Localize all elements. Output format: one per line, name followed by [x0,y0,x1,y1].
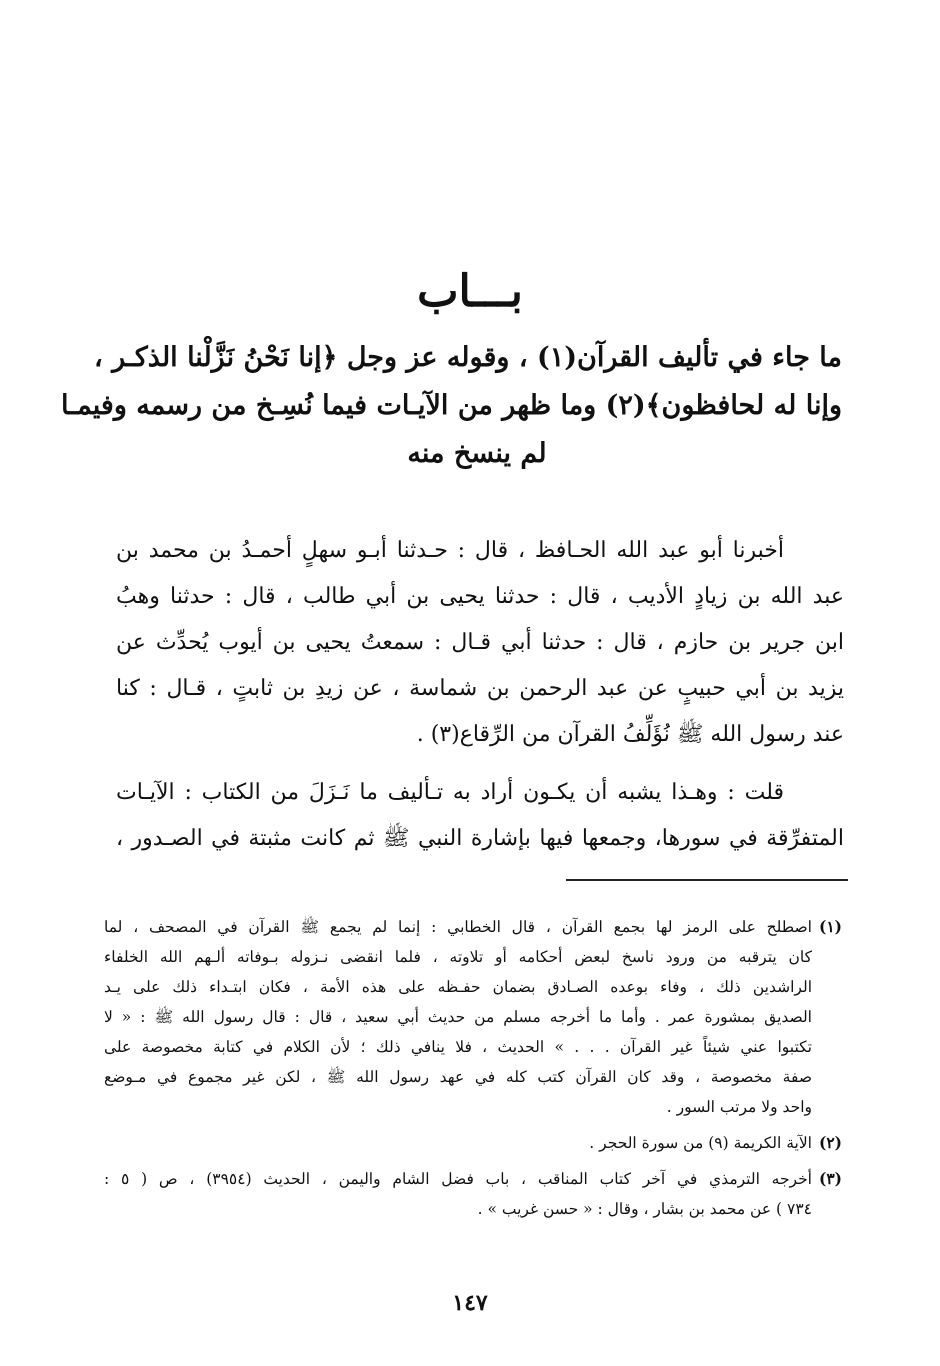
footnote-line: الآية الكريمة (٩) من سورة الحجر . [589,1134,812,1152]
footnote-3 [104,1164,842,1224]
text-line: ابن جرير بن حازم ، قال : حدثنا أبي قـال : سمعتُ يحيى بن أيوب يُحدِّث عن [116,630,844,655]
text-line: يزيد بن أبي حبيبٍ عن عبد الرحمن بن شماسة ، عن زيدِ بن ثابتٍ ، قـال : كنا [116,676,844,701]
footnote-line: صفة مخصوصة ، وقد كان القرآن كتب كله في عهد رسول الله ﷺ ، لكن غير مجموع في مـوضع [104,1068,812,1086]
subtitle-line: وإنا له لحافظون﴾(٢) وما ظهر من الآيـات فيما نُسِـخ من رسمه وفيمـا [61,390,842,421]
footnote-number: (١) [818,917,842,936]
text-line: عند رسول الله ﷺ نُؤَلِّفُ القرآن من الرِّقاع(٣) . [416,722,844,747]
footnote-line: الصديق بمشورة عمر . وأما ما أخرجه مسلم من حديث أبي سعيد ، قال : قال رسول الله ﷺ : « لا [104,1008,812,1026]
text-line: المتفرِّقة في سورها، وجمعها فيها بإشارة النبي ﷺ ثم كانت مثبتة في الصـدور ، [116,826,844,851]
page-number: ١٤٧ [452,1290,488,1316]
footnotes [104,912,842,1230]
footnote-line: كان يترقبه من ورود ناسخ لبعض أحكامه أو تلاوته ، فلما انقضى نـزوله بـوفاته ألـهم الله الخلفاء [104,948,812,966]
body-text [116,528,844,874]
footnote-line: اصطلح على الرمز لها بجمع القرآن ، قال الخطابي : إنما لم يجمع ﷺ القرآن في المصحف ، لما [104,918,812,936]
footnote-line: الراشدين ذلك ، وفاء بوعده الصـادق بضمان حفـظه على هذه الأمة ، فكان ابتـداء ذلك على يـد [104,978,812,996]
footnote-line: تكتبوا عني شيئاً غير القرآن . . . » الحديث ، فلا ينافي ذلك ؛ لأن الكلام في كتابة مخصوصة على [104,1038,812,1056]
footnote-line: ٧٣٤ ) عن محمد بن بشار ، وقال : « حسن غريب » . [477,1200,812,1218]
footnote-number: (٢) [818,1133,842,1152]
paragraph-hadith [116,528,844,758]
paragraph-commentary [116,770,844,862]
footnote-line: واحد ولا مرتب السور . [666,1098,812,1116]
text-line: أخبرنا أبو عبد الله الحـافظ ، قال : حـدثنا أبـو سهلٍ أحمـدُ بن محمد بن [116,538,784,563]
footnote-number: (٣) [818,1169,842,1188]
footnote-line: أخرجه الترمذي في آخر كتاب المناقب ، باب فضل الشام واليمن ، الحديث (٣٩٥٤) ، ص ( ٥ : [104,1170,812,1188]
footnote-2 [104,1128,842,1158]
subtitle-line: ما جاء في تأليف القرآن(١) ، وقوله عز وجل ﴿إنا نَحْنُ نَزَّلْنا الذكـر ، [94,342,842,373]
chapter-title: بـــاب [417,266,523,317]
subtitle-line: لم ينسخ منه [407,438,547,469]
footnote-separator [566,879,848,881]
footnote-1 [104,912,842,1122]
text-line: عبد الله بن زيادٍ الأديب ، قال : حدثنا يحيى بن أبي طالب ، قال : حدثنا وهبُ [116,584,844,609]
chapter-subtitle [61,334,842,478]
text-line: قلت : وهـذا يشبه أن يكـون أراد به تـأليف ما نَـزَلَ من الكتاب : الآيـات [116,780,784,805]
